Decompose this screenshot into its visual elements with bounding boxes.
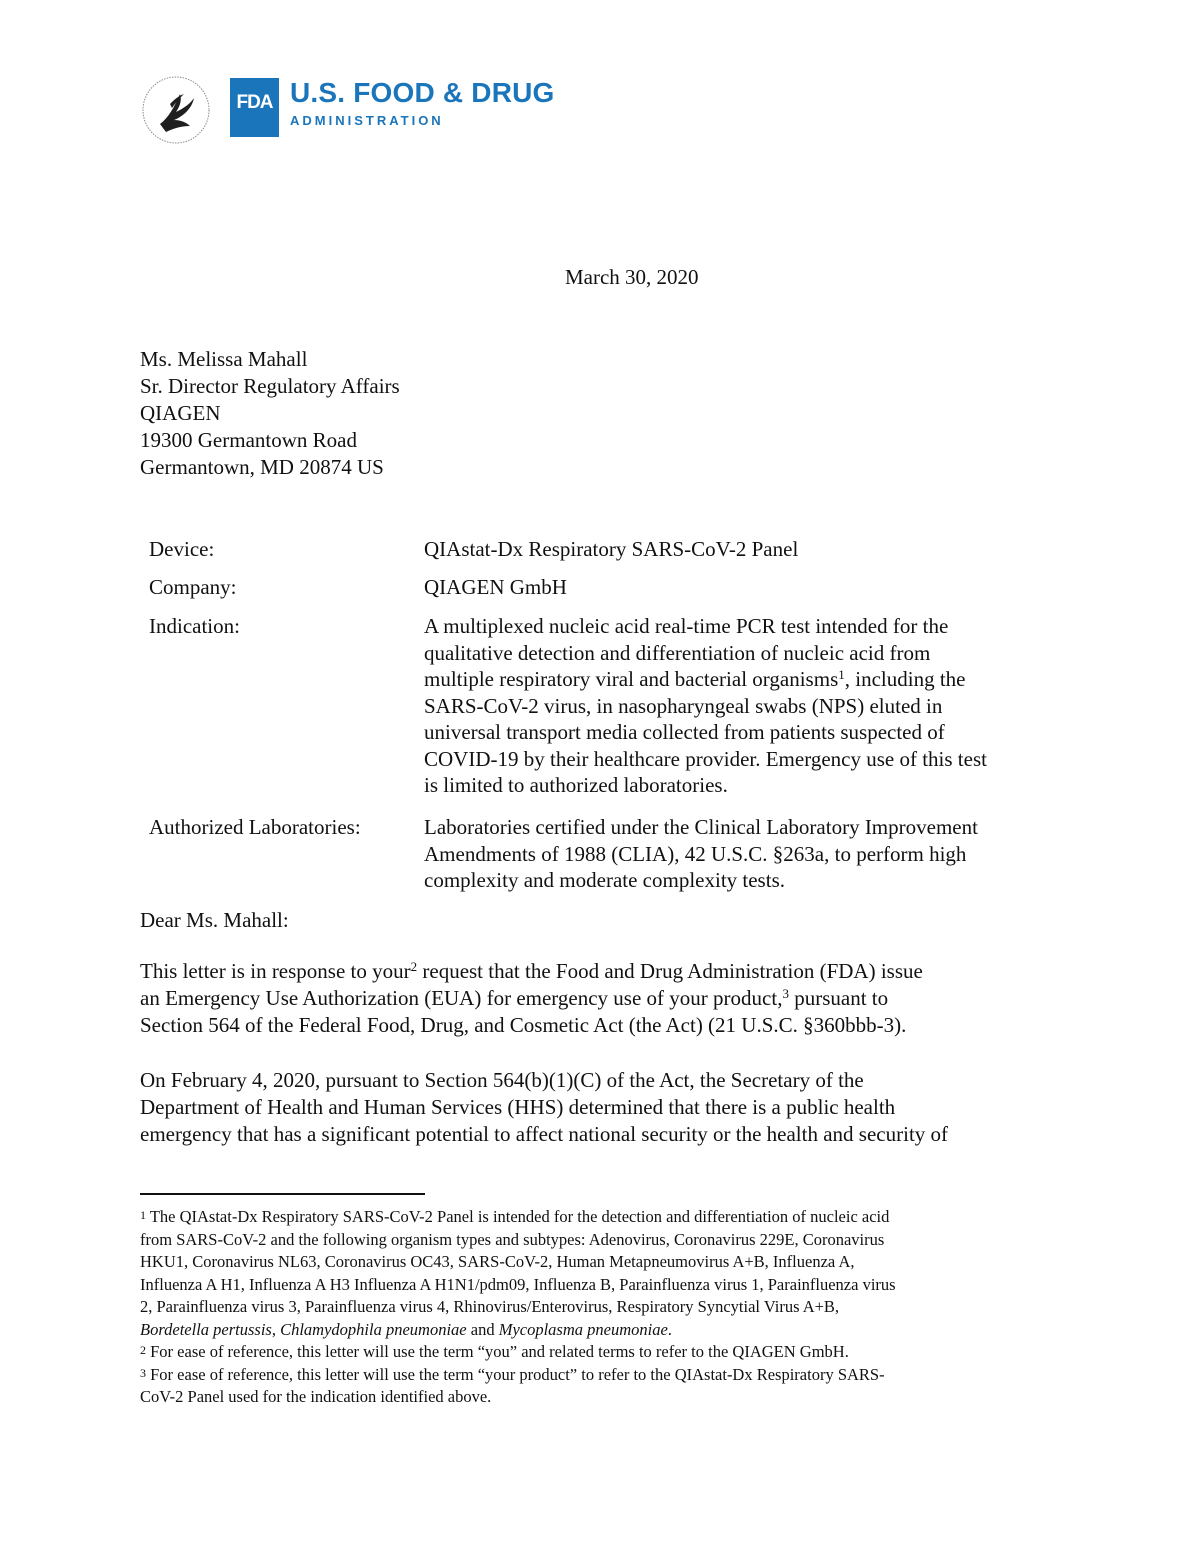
footnote-ref-2: 2	[410, 959, 418, 974]
indication-line: SARS-CoV-2 virus, in nasopharyngeal swabs (NPS) eluted in	[424, 693, 943, 718]
labs-label: Authorized Laboratories:	[149, 815, 361, 839]
indication-line: is limited to authorized laboratories.	[424, 773, 728, 797]
footnote-line: from SARS-CoV-2 and the following organism types and subtypes: Adenovirus, Coronavirus 229E, Coronavirus	[140, 1229, 885, 1249]
footnote-line: 2, Parainfluenza virus 3, Parainfluenza virus 4, Rhinovirus/Enterovirus, Respiratory Syncytial Virus A+B,	[140, 1297, 840, 1316]
letter-date: March 30, 2020	[565, 265, 699, 289]
device-value: QIAstat-Dx Respiratory SARS-CoV-2 Panel	[424, 537, 799, 561]
recipient-company: QIAGEN	[140, 401, 221, 425]
paragraph-2	[140, 1067, 948, 1148]
organism-name: Bordetella pertussis	[140, 1319, 272, 1339]
indication-line: A multiplexed nucleic acid real-time PCR test intended for the	[424, 614, 949, 638]
paragraph-line	[140, 985, 923, 1012]
footnote-separator	[140, 1193, 425, 1195]
footnote-number: 3	[140, 1365, 146, 1380]
footnotes	[140, 1206, 896, 1409]
footnote-number: 2	[140, 1343, 146, 1357]
paragraph-text: pursuant to	[788, 986, 889, 1010]
footnote-text: .	[667, 1319, 672, 1339]
footnote-number: 1	[140, 1208, 146, 1222]
agency-name	[290, 78, 590, 130]
letterhead-logo	[140, 72, 555, 138]
footnote-text: ,	[271, 1319, 281, 1339]
footnote-2	[140, 1341, 896, 1364]
indication-line-text: , including the	[844, 667, 966, 691]
labs-value	[424, 814, 978, 894]
labs-line: Amendments of 1988 (CLIA), 42 U.S.C. §263a, to perform high	[424, 841, 967, 866]
recipient-city: Germantown, MD 20874 US	[140, 455, 384, 479]
footnote-line	[140, 1319, 896, 1342]
indication-line: universal transport media collected from patients suspected of	[424, 720, 945, 744]
footnote-text: For ease of reference, this letter will use the term “you” and related terms to refer to the QIAGEN GmbH.	[146, 1342, 849, 1361]
footnote-ref-3: 3	[782, 986, 789, 1001]
footnote-3	[140, 1364, 896, 1409]
salutation: Dear Ms. Mahall:	[140, 908, 289, 932]
paragraph-text: This letter is in response to your	[140, 959, 411, 983]
footnote-text: The QIAstat-Dx Respiratory SARS-CoV-2 Panel is intended for the detection and differentiation of nucleic acid	[146, 1207, 890, 1226]
indication-line	[424, 666, 987, 693]
paragraph-line: On February 4, 2020, pursuant to Section 564(b)(1)(C) of the Act, the Secretary of the	[140, 1068, 864, 1092]
paragraph-text: request that the Food and Drug Administration (FDA) issue	[417, 959, 923, 983]
hhs-eagle-seal-icon	[140, 74, 212, 146]
indication-line: COVID-19 by their healthcare provider. Emergency use of this test	[424, 746, 987, 771]
paragraph-text: an Emergency Use Authorization (EUA) for emergency use of your product,	[140, 986, 783, 1010]
labs-line: complexity and moderate complexity tests.	[424, 868, 785, 892]
recipient-name: Ms. Melissa Mahall	[140, 347, 308, 371]
footnote-line	[140, 1364, 896, 1387]
recipient-street: 19300 Germantown Road	[140, 428, 357, 452]
indication-line-text: multiple respiratory viral and bacterial organisms	[424, 667, 839, 691]
paragraph-line: emergency that has a significant potential to affect national security or the health and security of	[140, 1122, 949, 1146]
footnote-text: For ease of reference, this letter will use the term “your product” to refer to the QIAstat-Dx Respiratory SARS-	[146, 1364, 885, 1384]
indication-line: qualitative detection and differentiation of nucleic acid from	[424, 640, 931, 665]
recipient-title: Sr. Director Regulatory Affairs	[140, 374, 400, 398]
paragraph-1	[140, 958, 923, 1039]
company-value: QIAGEN GmbH	[424, 575, 567, 599]
footnote-1	[140, 1206, 896, 1341]
paragraph-line: Section 564 of the Federal Food, Drug, and Cosmetic Act (the Act) (21 U.S.C. §360bbb-3).	[140, 1013, 907, 1037]
paragraph-line	[140, 958, 923, 985]
footnote-line: Influenza A H1, Influenza A H3 Influenza A H1N1/pdm09, Influenza B, Parainfluenza virus 1, Parainfluenza virus	[140, 1274, 896, 1294]
footnote-line	[140, 1206, 896, 1229]
agency-name-line2: ADMINISTRATION	[290, 113, 444, 128]
agency-name-line1: U.S. FOOD & DRUG	[290, 77, 555, 108]
organism-name: Mycoplasma pneumoniae	[498, 1319, 668, 1339]
indication-label: Indication:	[149, 614, 240, 638]
footnote-text: and	[466, 1319, 499, 1339]
paragraph-line: Department of Health and Human Services (HHS) determined that there is a public health	[140, 1095, 896, 1119]
device-label: Device:	[149, 537, 215, 561]
footnote-line: CoV-2 Panel used for the indication identified above.	[140, 1387, 492, 1406]
fda-logo-box	[230, 78, 279, 137]
footnote-line: HKU1, Coronavirus NL63, Coronavirus OC43, SARS-CoV-2, Human Metapneumovirus A+B, Influenza A,	[140, 1252, 855, 1271]
company-label: Company:	[149, 575, 237, 599]
footnote-ref-1: 1	[838, 667, 845, 682]
fda-logo-text: FDA	[236, 92, 273, 113]
recipient-address	[140, 346, 400, 481]
labs-line: Laboratories certified under the Clinical Laboratory Improvement	[424, 815, 978, 839]
organism-name: Chlamydophila pneumoniae	[280, 1319, 467, 1339]
indication-value	[424, 613, 987, 799]
